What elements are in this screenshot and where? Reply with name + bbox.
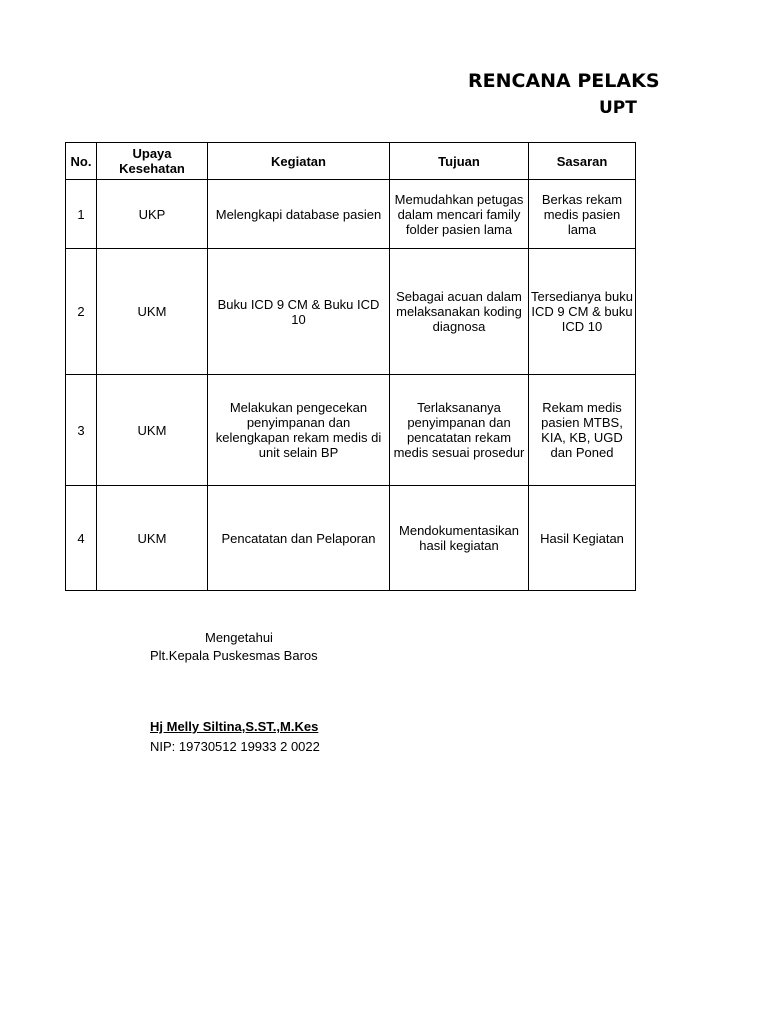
cell-upaya: UKM <box>97 486 208 591</box>
cell-upaya: UKM <box>97 249 208 375</box>
cell-sasaran: Tersedianya buku ICD 9 CM & buku ICD 10 <box>529 249 636 375</box>
cell-tujuan: Mendokumentasikan hasil kegiatan <box>390 486 529 591</box>
cell-upaya: UKM <box>97 375 208 486</box>
cell-tujuan: Memudahkan petugas dalam mencari family folder pasien lama <box>390 180 529 249</box>
cell-no: 2 <box>66 249 97 375</box>
header-sasaran: Sasaran <box>529 143 636 180</box>
cell-sasaran: Berkas rekam medis pasien lama <box>529 180 636 249</box>
table-row <box>66 375 636 486</box>
cell-no: 4 <box>66 486 97 591</box>
signer-position: Plt.Kepala Puskesmas Baros <box>150 648 318 663</box>
header-tujuan: Tujuan <box>390 143 529 180</box>
cell-no: 1 <box>66 180 97 249</box>
document-title: RENCANA PELAKS <box>468 70 660 92</box>
cell-upaya: UKP <box>97 180 208 249</box>
cell-sasaran: Rekam medis pasien MTBS, KIA, KB, UGD dan Poned <box>529 375 636 486</box>
table-row <box>66 249 636 375</box>
cell-no: 3 <box>66 375 97 486</box>
cell-tujuan: Sebagai acuan dalam melaksanakan koding diagnosa <box>390 249 529 375</box>
signer-name: Hj Melly Siltina,S.ST.,M.Kes <box>150 719 319 734</box>
acknowledged-label: Mengetahui <box>205 630 273 645</box>
cell-kegiatan: Buku ICD 9 CM & Buku ICD 10 <box>208 249 390 375</box>
cell-kegiatan: Pencatatan dan Pelaporan <box>208 486 390 591</box>
document-subtitle: UPT <box>599 98 637 118</box>
header-no: No. <box>66 143 97 180</box>
cell-sasaran: Hasil Kegiatan <box>529 486 636 591</box>
cell-kegiatan: Melengkapi database pasien <box>208 180 390 249</box>
header-kegiatan: Kegiatan <box>208 143 390 180</box>
cell-kegiatan: Melakukan pengecekan penyimpanan dan kelengkapan rekam medis di unit selain BP <box>208 375 390 486</box>
cell-tujuan: Terlaksananya penyimpanan dan pencatatan rekam medis sesuai prosedur <box>390 375 529 486</box>
table-header-row <box>66 143 636 180</box>
table-row <box>66 180 636 249</box>
header-upaya: Upaya Kesehatan <box>97 143 208 180</box>
table-row <box>66 486 636 591</box>
plan-table <box>65 142 636 591</box>
signer-nip: NIP: 19730512 19933 2 0022 <box>150 739 320 754</box>
